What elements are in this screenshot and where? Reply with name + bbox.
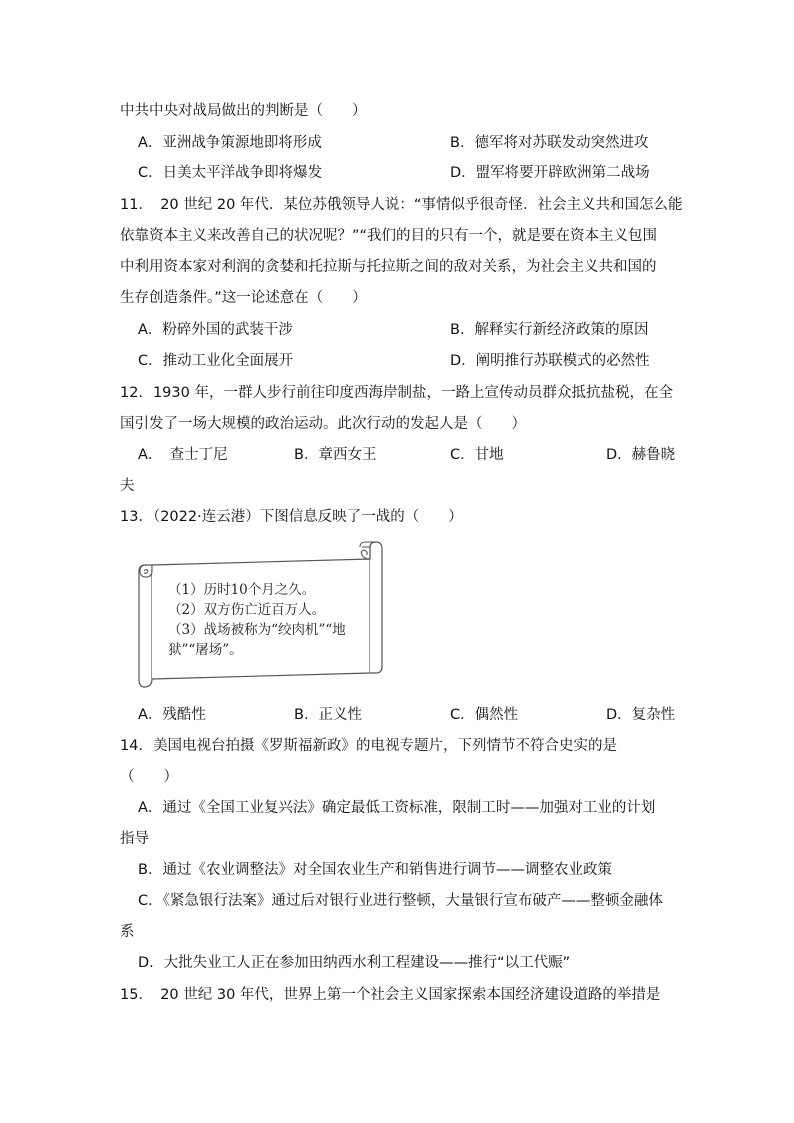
q11-stem-line-4: 生存创造条件。”这一论述意在（ ） [120, 290, 367, 306]
q11-option-c: C．推动工业化全面展开 [138, 353, 294, 369]
q11-option-a: A．粉碎外国的武装干涉 [138, 322, 293, 338]
q11-stem-line-1: 11． 20 世纪 20 年代．某位苏俄领导人说：“事情似乎很奇怪．社会主义共和国怎么能 [120, 197, 683, 213]
scroll-line-4: 狱”“屠场”。 [168, 642, 243, 658]
q11-option-b: B．解释实行新经济政策的原因 [450, 322, 649, 338]
q12-option-d: D．赫鲁晓 [606, 447, 676, 463]
scroll-illustration [138, 541, 384, 691]
q10-option-a: A．亚洲战争策源地即将形成 [138, 135, 322, 151]
q14-stem: 14．美国电视台拍摄《罗斯福新政》的电视专题片，下列情节不符合史实的是 [120, 738, 617, 754]
q12-stem-line-1: 12．1930 年，一群人步行前往印度西海岸制盐，一路上宣传动员群众抵抗盐税，在全 [120, 385, 673, 401]
q10-option-b: B．德军将对苏联发动突然进攻 [450, 135, 649, 151]
q12-stem-line-2: 国引发了一场大规模的政治运动。此次行动的发起人是（ ） [120, 416, 526, 432]
q14-option-d: D．大批失业工人正在参加田纳西水利工程建设——推行“以工代赈” [138, 955, 571, 971]
q10-option-c: C．日美太平洋战争即将爆发 [138, 165, 323, 181]
q14-option-b: B．通过《农业调整法》对全国农业生产和销售进行调节——调整农业政策 [138, 862, 612, 878]
q10-stem: 中共中央对战局做出的判断是（ ） [120, 103, 367, 119]
q12-option-d-wrap: 夫 [120, 478, 135, 494]
q11-stem-line-3: 中利用资本家对利润的贪婪和托拉斯与托拉斯之间的敌对关系，为社会主义共和国的 [120, 259, 657, 275]
scroll-line-1: （1）历时10个月之久。 [168, 582, 316, 598]
scroll-line-2: （2）双方伤亡近百万人。 [168, 602, 326, 618]
q11-stem-line-2: 依靠资本主义来改善自己的状况呢？”“我们的目的只有一个，就是要在资本主义包围 [120, 228, 658, 244]
q12-option-c: C．甘地 [450, 447, 504, 463]
q13-option-d: D．复杂性 [606, 707, 676, 723]
q13-option-b: B．正义性 [294, 707, 362, 723]
q11-option-d: D．阐明推行苏联模式的必然性 [450, 353, 650, 369]
q13-option-a: A．残酷性 [138, 707, 206, 723]
q13-option-c: C．偶然性 [450, 707, 519, 723]
q14-option-c-wrap: 系 [120, 924, 135, 940]
q12-option-b: B．章西女王 [294, 447, 377, 463]
q14-stem-bracket: （ ） [120, 769, 178, 785]
q15-stem: 15． 20 世纪 30 年代，世界上第一个社会主义国家探索本国经济建设道路的举措是 [120, 987, 661, 1003]
q14-option-a: A．通过《全国工业复兴法》确定最低工资标准，限制工时——加强对工业的计划 [138, 800, 656, 816]
scroll-line-3: （3）战场被称为“绞肉机”“地 [168, 622, 346, 638]
q13-stem: 13．（2022·连云港）下图信息反映了一战的（ ） [120, 509, 463, 525]
q12-option-a: A． 查士丁尼 [138, 447, 228, 463]
q14-option-a-wrap: 指导 [120, 831, 149, 847]
q14-option-c: C．《紧急银行法案》通过后对银行业进行整顿，大量银行宣布破产——整顿金融体 [138, 893, 663, 909]
q10-option-d: D．盟军将要开辟欧洲第二战场 [450, 165, 650, 181]
